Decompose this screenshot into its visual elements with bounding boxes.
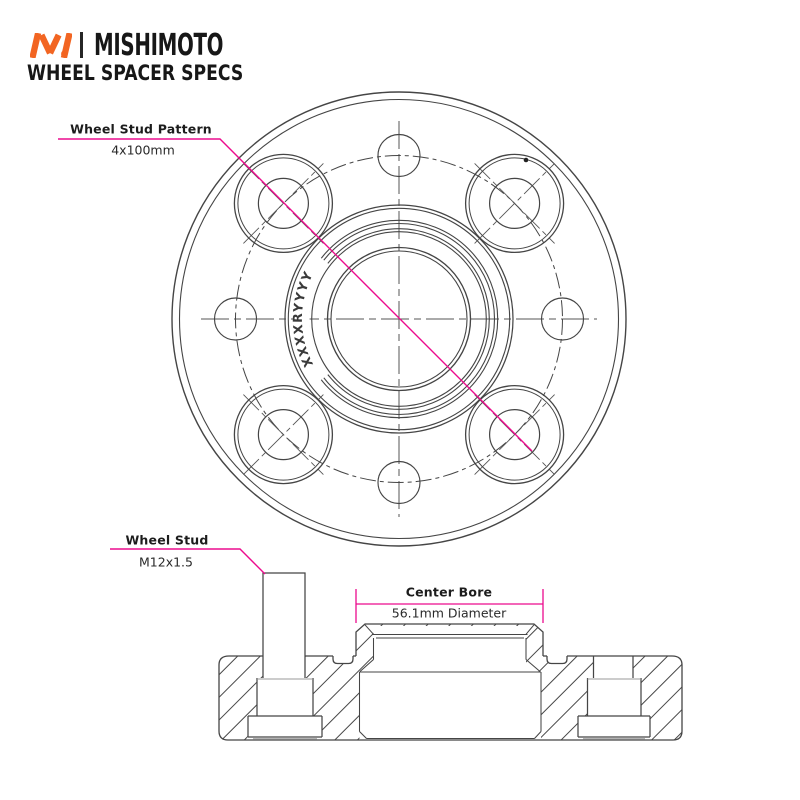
section-view — [110, 549, 682, 740]
stud-pattern-label: Wheel Stud Pattern — [70, 121, 212, 137]
brand-name: MISHIMOTO — [94, 28, 224, 63]
index-dot — [524, 158, 529, 163]
hub-outline — [356, 624, 543, 656]
center-bore-value: 56.1mm Diameter — [391, 605, 507, 621]
relief-notch-left — [333, 656, 353, 664]
registered-mark: ® — [60, 50, 67, 58]
stud-hole-top-left — [234, 154, 332, 252]
center-bore-label: Center Bore — [405, 584, 493, 600]
stud-pattern-value: 4x100mm — [111, 142, 175, 158]
relief-notch-right — [547, 656, 567, 664]
wheel-stud-label: Wheel Stud — [125, 532, 209, 548]
front-view — [58, 92, 626, 546]
center-bore-profile — [360, 625, 542, 739]
page-title: WHEEL SPACER SPECS — [27, 61, 244, 86]
engraving-text: XXXXRYYYY — [289, 268, 316, 370]
wheel-stud-value: M12x1.5 — [139, 554, 193, 570]
stud-hole-top-right — [466, 154, 564, 252]
stud-hole-bottom-right — [466, 386, 564, 484]
stud-hole-bottom-left — [234, 386, 332, 484]
